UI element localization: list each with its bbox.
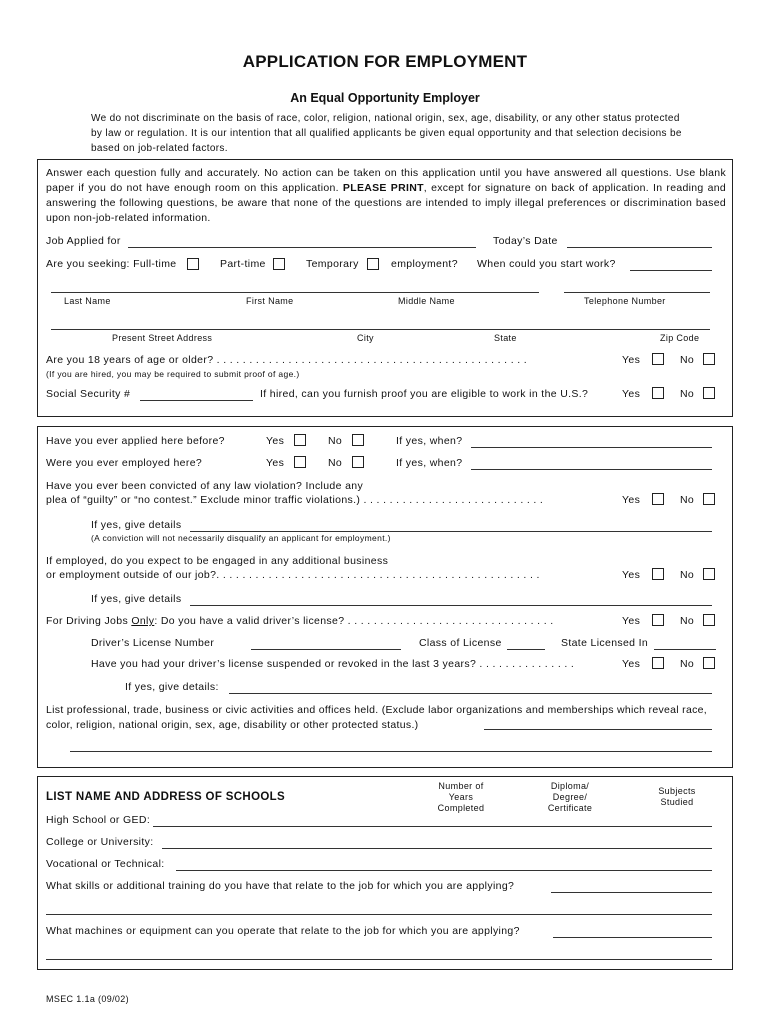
full-time-checkbox[interactable] (187, 258, 199, 270)
suspended-details-field[interactable] (229, 693, 712, 694)
state-licensed-field[interactable] (654, 649, 716, 650)
state-licensed-label: State Licensed In (561, 637, 649, 649)
age-yes-label: Yes (622, 354, 641, 366)
todays-date-field[interactable] (567, 247, 712, 248)
employed-when-label: If yes, when? (396, 457, 463, 469)
conviction-yes-checkbox[interactable] (652, 493, 664, 505)
professional-activities-question: List professional, trade, business or civic activities and offices held. (Exclude labor organizations and memberships which reveal race, color, religion, national origin, sex, age, disability or other protected status.) (46, 704, 707, 731)
part-time-label: Part-time (220, 258, 266, 270)
age-note: (If you are hired, you may be required to submit proof of age.) (46, 369, 300, 379)
conviction-no-checkbox[interactable] (703, 493, 715, 505)
first-name-label: First Name (246, 296, 294, 306)
age-question: Are you 18 years of age or older? . . . . . . . . . . . . . . . . . . . . . . . . . . . . . . . . . . . . . . . . . . . . . . . . (46, 354, 528, 366)
form-code: MSEC 1.1a (09/02) (46, 994, 129, 1004)
conviction-no-label: No (680, 494, 695, 506)
applied-yes-checkbox[interactable] (294, 434, 306, 446)
college-label: College or University: (46, 836, 154, 848)
page-title: APPLICATION FOR EMPLOYMENT (242, 52, 528, 71)
years-completed-header: Number of Years Completed (437, 781, 485, 813)
middle-name-label: Middle Name (398, 296, 455, 306)
conviction-question-line1: Have you ever been convicted of any law violation? Include any (46, 480, 364, 492)
suspended-details-label: If yes, give details: (125, 681, 219, 693)
job-applied-field[interactable] (128, 247, 476, 248)
driving-yes-checkbox[interactable] (652, 614, 664, 626)
todays-date-label: Today’s Date (493, 235, 558, 247)
license-class-field[interactable] (507, 649, 545, 650)
college-field[interactable] (162, 848, 712, 849)
proof-yes-label: Yes (622, 388, 641, 400)
additional-business-line1: If employed, do you expect to be engaged in any additional business (46, 555, 389, 567)
suspended-yes-checkbox[interactable] (652, 657, 664, 669)
conviction-yes-label: Yes (622, 494, 641, 506)
proof-no-checkbox[interactable] (703, 387, 715, 399)
nondiscrimination-statement: We do not discriminate on the basis of race, color, religion, national origin, sex, age, disability, or any other status protected by law or regulation. It is our intention that all qualified applicants be given equal opportunity and that selection decisions be based on job-related factors. (91, 113, 682, 154)
applied-yes-label: Yes (266, 435, 285, 447)
last-name-label: Last Name (64, 296, 111, 306)
conviction-question-line2: plea of “guilty” or “no contest.” Exclude minor traffic violations.) . . . . . . . . . . . . . . . . . . . . . . . . . . . . (46, 494, 544, 506)
applied-no-label: No (328, 435, 343, 447)
machines-question: What machines or equipment can you operate that relate to the job for which you are applying? (46, 925, 520, 937)
suspended-no-label: No (680, 658, 695, 670)
applied-when-field[interactable] (471, 447, 712, 448)
ssn-label: Social Security # (46, 388, 131, 400)
professional-activities-field-1[interactable] (484, 729, 712, 730)
business-no-label: No (680, 569, 695, 581)
business-details-field[interactable] (190, 605, 712, 606)
high-school-field[interactable] (153, 826, 712, 827)
schools-heading: LIST NAME AND ADDRESS OF SCHOOLS (46, 791, 286, 803)
age-no-checkbox[interactable] (703, 353, 715, 365)
proof-yes-checkbox[interactable] (652, 387, 664, 399)
driving-no-label: No (680, 615, 695, 627)
machines-field-2[interactable] (46, 959, 712, 960)
diploma-header: Diploma/ Degree/ Certificate (547, 781, 593, 813)
work-proof-question: If hired, can you furnish proof you are eligible to work in the U.S.? (260, 388, 589, 400)
conviction-details-label: If yes, give details (91, 519, 182, 531)
job-applied-label: Job Applied for (46, 235, 121, 247)
vocational-label: Vocational or Technical: (46, 858, 165, 870)
temporary-label: Temporary (306, 258, 359, 270)
employment-label: employment? (391, 258, 458, 270)
driving-yes-label: Yes (622, 615, 641, 627)
start-work-label: When could you start work? (477, 258, 616, 270)
start-work-field[interactable] (630, 270, 712, 271)
employed-no-label: No (328, 457, 343, 469)
suspended-question: Have you had your driver’s license suspended or revoked in the last 3 years? . . . . . . . . . . . . . . . (91, 658, 575, 670)
employed-before-question: Were you ever employed here? (46, 457, 203, 469)
ssn-field[interactable] (140, 400, 253, 401)
city-label: City (357, 333, 374, 343)
license-number-label: Driver’s License Number (91, 637, 215, 649)
employed-no-checkbox[interactable] (352, 456, 364, 468)
vocational-field[interactable] (176, 870, 712, 871)
machines-field-1[interactable] (553, 937, 712, 938)
zip-label: Zip Code (660, 333, 700, 343)
business-yes-label: Yes (622, 569, 641, 581)
driving-question: For Driving Jobs Only: Do you have a valid driver’s license? . . . . . . . . . . . . . . . . . . . . . . . . . . . . . . . . (46, 615, 554, 627)
employed-when-field[interactable] (471, 469, 712, 470)
license-number-field[interactable] (251, 649, 401, 650)
part-time-checkbox[interactable] (273, 258, 285, 270)
address-field[interactable] (51, 329, 710, 330)
employed-yes-label: Yes (266, 457, 285, 469)
age-no-label: No (680, 354, 695, 366)
professional-activities-field-2[interactable] (70, 751, 712, 752)
suspended-yes-label: Yes (622, 658, 641, 670)
telephone-label: Telephone Number (584, 296, 666, 306)
license-class-label: Class of License (419, 637, 502, 649)
education-section (37, 776, 733, 970)
conviction-details-field[interactable] (190, 531, 712, 532)
state-label: State (494, 333, 517, 343)
instructions: Answer each question fully and accurately. No action can be taken on this application until you have answered all questions. Use blank paper if you do not have enough room on this application. PLEASE PRINT, except for signature on back of application. In reading and answering the following questions, be aware that none of the questions are intended to imply illegal preferences or discrimination based upon non-job-related information. (46, 167, 727, 224)
suspended-no-checkbox[interactable] (703, 657, 715, 669)
page-subtitle: An Equal Opportunity Employer (290, 91, 480, 105)
driving-no-checkbox[interactable] (703, 614, 715, 626)
applied-when-label: If yes, when? (396, 435, 463, 447)
skills-field-2[interactable] (46, 914, 712, 915)
applied-no-checkbox[interactable] (352, 434, 364, 446)
telephone-field[interactable] (564, 292, 710, 293)
employed-yes-checkbox[interactable] (294, 456, 306, 468)
subjects-header: Subjects Studied (658, 786, 696, 807)
skills-question: What skills or additional training do you have that relate to the job for which you are applying? (46, 880, 515, 892)
business-yes-checkbox[interactable] (652, 568, 664, 580)
street-label: Present Street Address (112, 333, 213, 343)
additional-business-line2: or employment outside of our job?. . . . . . . . . . . . . . . . . . . . . . . . . . . . . . . . . . . . . . . . . . . . . . . . . . (46, 569, 540, 581)
temporary-checkbox[interactable] (367, 258, 379, 270)
proof-no-label: No (680, 388, 695, 400)
conviction-note: (A conviction will not necessarily disqualify an applicant for employment.) (91, 533, 391, 543)
applied-before-question: Have you ever applied here before? (46, 435, 225, 447)
high-school-label: High School or GED: (46, 814, 151, 826)
skills-field-1[interactable] (551, 892, 712, 893)
age-yes-checkbox[interactable] (652, 353, 664, 365)
seeking-label: Are you seeking: Full-time (46, 258, 177, 270)
business-details-label: If yes, give details (91, 593, 182, 605)
business-no-checkbox[interactable] (703, 568, 715, 580)
name-field[interactable] (51, 292, 539, 293)
